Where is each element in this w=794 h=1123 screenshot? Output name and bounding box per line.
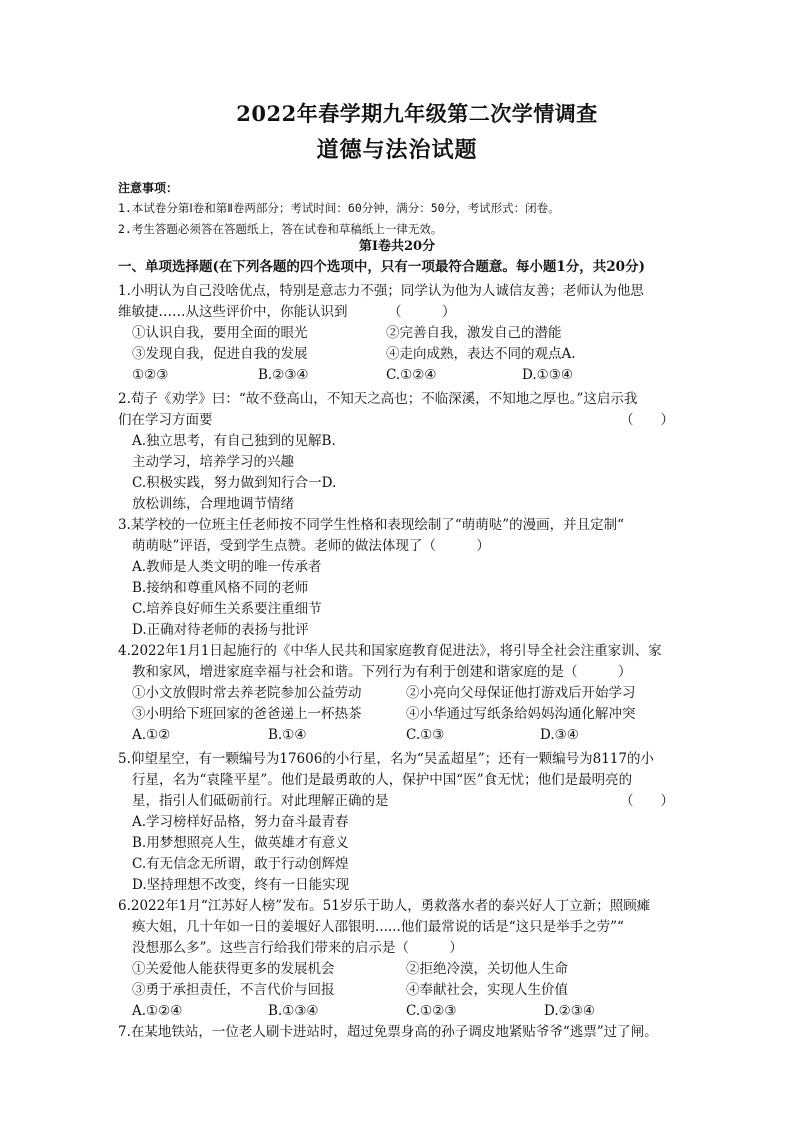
q2-stem-line-1: 2.荀子《劝学》曰：“故不登高山，不知天之高也；不临深溪，不知地之厚也。”这启示我 <box>118 391 638 407</box>
q6-choice-a: A.①②④ <box>132 1003 183 1019</box>
q2-option-d: 放松训练，合理地调节情绪 <box>132 496 294 512</box>
q4-choice-b: B.①④ <box>268 727 307 743</box>
q6-option-4: ④奉献社会，实现人生价值 <box>406 982 568 998</box>
q6-stem-line-2: 痪大姐，几十年如一日的姜堰好人邵银明......他们最常说的话是“这只是举手之劳”“ <box>132 919 624 935</box>
notice-line-2: 2.考生答题必须答在答题纸上，答在试卷和草稿纸上一律无效。 <box>118 222 443 236</box>
exam-subject-title: 道德与法治试题 <box>316 137 478 163</box>
q1-stem-line-2: 维敏捷……从这些评价中，你能认识到 <box>118 304 348 320</box>
q3-option-d: D.正确对待老师的表扬与批评 <box>132 622 309 638</box>
q4-stem-line-1: 4.2022年1月1日起施行的《中华人民共和国家庭教育促进法》，将引导全社会注重家训、家 <box>118 643 662 659</box>
q3-option-b: B.接纳和尊重风格不同的老师 <box>132 580 309 596</box>
q6-choice-c: C.①②③ <box>406 1003 457 1019</box>
q5-option-d: D.坚持理想不改变，终有一日能实现 <box>132 877 350 893</box>
q1-choice-c: C.①②④ <box>386 367 437 383</box>
q1-answer-paren: （ ） <box>388 304 456 320</box>
q5-stem-line-2: 行星，名为“袁隆平星”。他们是最勇敢的人，保护中国“医”食无忧；他们是最明亮的 <box>132 772 633 788</box>
q2-option-a: A.独立思考，有自己独到的见解B. <box>132 433 336 449</box>
q5-answer-paren: （ ） <box>620 793 674 809</box>
q1-option-1: ①认识自我，要用全面的眼光 <box>132 325 308 341</box>
q2-option-c: C.积极实践，努力做到知行合一D. <box>132 475 337 491</box>
q5-option-a: A.学习榜样好品格，努力奋斗最青春 <box>132 814 349 830</box>
q4-choice-d: D.③④ <box>540 727 579 743</box>
q1-choice-a: ①②③ <box>132 367 169 383</box>
q6-choice-b: B.①③④ <box>268 1003 319 1019</box>
notice-heading: 注意事项： <box>118 181 179 195</box>
q4-stem-line-2: 教和家风，增进家庭幸福与社会和谐。下列行为有利于创建和谐家庭的是（ ） <box>132 664 632 680</box>
q1-option-4: ④走向成熟，表达不同的观点A. <box>386 346 576 362</box>
q6-option-3: ③勇于承担责任，不言代价与回报 <box>132 982 335 998</box>
q4-choice-c: C.①③ <box>406 727 445 743</box>
q5-stem-line-1: 5.仰望星空，有一颗编号为17606的小行星，名为“吴孟超星”；还有一颗编号为8117的小 <box>118 751 654 767</box>
q6-stem-line-3: 没想那么多”。这些言行给我们带来的启示是（ ） <box>132 940 463 956</box>
q3-stem-line-2: 萌萌哒”评语，受到学生点赞。老师的做法体现了（ ） <box>132 538 490 554</box>
q5-option-c: C.有无信念无所谓，敢于行动创辉煌 <box>132 856 349 872</box>
q6-option-2: ②拒绝冷漠，关切他人生命 <box>406 961 568 977</box>
q3-option-a: A.教师是人类文明的唯一传承者 <box>132 559 322 575</box>
q2-answer-paren: （ ） <box>620 412 674 428</box>
q1-choice-b: B.②③④ <box>258 367 309 383</box>
notice-line-1: 1.本试卷分第Ⅰ卷和第Ⅱ卷两部分；考试时间：60分钟，满分：50分，考试形式：闭卷。 <box>118 201 560 215</box>
q1-option-3: ③发现自我，促进自我的发展 <box>132 346 308 362</box>
q3-stem-line-1: 3.某学校的一位班主任老师按不同学生性格和表现绘制了“萌萌哒”的漫画，并且定制“ <box>118 517 625 533</box>
q5-stem-line-3: 星，指引人们砥砺前行。对此理解正确的是 <box>132 793 389 809</box>
q1-option-2: ②完善自我，激发自己的潜能 <box>386 325 562 341</box>
q5-option-b: B.用梦想照亮人生，做英雄才有意义 <box>132 835 349 851</box>
q6-stem-line-1: 6.2022年1月“江苏好人榜”发布。51岁乐于助人，勇救落水者的泰兴好人丁立新；照顾瘫 <box>118 898 651 914</box>
q1-stem-line-1: 1.小明认为自己没啥优点，特别是意志力不强；同学认为他为人诚信友善；老师认为他思 <box>118 283 644 299</box>
q4-option-4: ④小华通过写纸条给妈妈沟通化解冲突 <box>406 706 636 722</box>
q2-stem-line-2: 们在学习方面要 <box>118 412 213 428</box>
q4-option-1: ①小文放假时常去养老院参加公益劳动 <box>132 685 362 701</box>
section-1-title: 一、单项选择题(在下列各题的四个选项中，只有一项最符合题意。每小题1分，共20分) <box>118 259 645 275</box>
q4-option-3: ③小明给下班回家的爸爸递上一杯热茶 <box>132 706 362 722</box>
q1-choice-d: D.①③④ <box>522 367 573 383</box>
q4-option-2: ②小亮向父母保证他打游戏后开始学习 <box>406 685 636 701</box>
q4-choice-a: A.①② <box>132 727 171 743</box>
q6-option-1: ①关爱他人能获得更多的发展机会 <box>132 961 335 977</box>
exam-title: 2022年春学期九年级第二次学情调查 <box>236 101 598 126</box>
q2-option-b: 主动学习，培养学习的兴趣 <box>132 454 294 470</box>
q6-choice-d: D.②③④ <box>544 1003 595 1019</box>
q7-stem-line-1: 7.在某地铁站，一位老人刷卡进站时，超过免票身高的孙子调皮地紧贴爷爷“逃票”过了闸。 <box>118 1024 658 1040</box>
part-1-title: 第Ⅰ卷共20分 <box>358 239 436 254</box>
q3-option-c: C.培养良好师生关系要注重细节 <box>132 601 322 617</box>
